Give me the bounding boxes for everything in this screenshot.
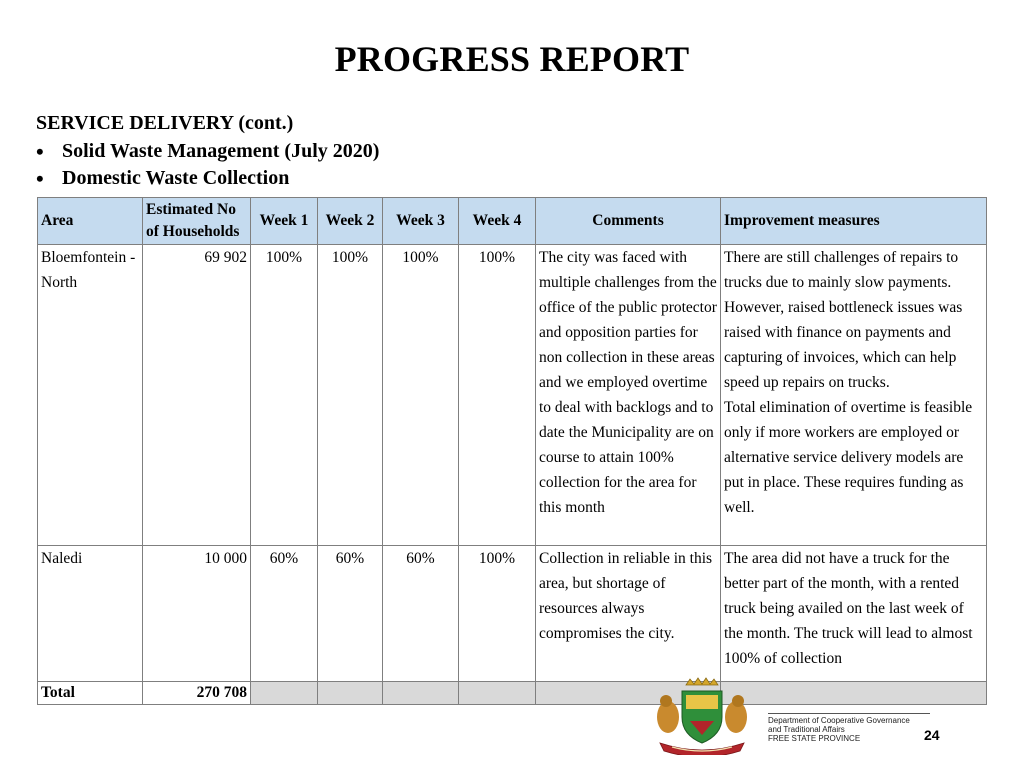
cell-total-label: Total (38, 682, 143, 705)
table-row (38, 245, 987, 546)
header-week3: Week 3 (383, 198, 459, 245)
table-total-row (38, 682, 987, 705)
table-row (38, 546, 987, 682)
cell-area: Naledi (38, 546, 143, 682)
bullet-item: • Solid Waste Management (July 2020) (36, 138, 379, 165)
page-title: PROGRESS REPORT (334, 39, 690, 79)
improvement-paragraph: There are still challenges of repairs to trucks due to mainly slow payments. However, raised bottleneck issues was raised with finance on payments and capturing of invoices, which can help speed up repairs on trucks. (724, 249, 963, 391)
footer-divider (768, 713, 930, 714)
cell-empty (383, 682, 459, 705)
cell-empty (318, 682, 383, 705)
page-number: 24 (924, 727, 940, 743)
cell-week3: 100% (383, 245, 459, 546)
cell-week1: 100% (251, 245, 318, 546)
coat-of-arms-icon (650, 677, 754, 755)
department-line: Department of Cooperative Governance (768, 716, 910, 725)
cell-improvement: The area did not have a truck for the better part of the month, with a rented truck being availed on the last week of the month. The truck will lead to almost 100% of collection (721, 546, 987, 682)
department-line: FREE STATE PROVINCE (768, 734, 861, 743)
cell-improvement (721, 245, 987, 546)
cell-comments: The city was faced with multiple challenges from the office of the public protector and opposition parties for non collection in these areas and we employed overtime to deal with backlogs and to date the Municipality are on course to attain 100% collection for the area for this month (536, 245, 721, 546)
header-households: Estimated No of Households (143, 198, 251, 245)
bullet-item: • Domestic Waste Collection (36, 165, 379, 192)
header-week1: Week 1 (251, 198, 318, 245)
cell-week4: 100% (459, 245, 536, 546)
department-line: and Traditional Affairs (768, 725, 845, 734)
header-week2: Week 2 (318, 198, 383, 245)
cell-week4: 100% (459, 546, 536, 682)
cell-week3: 60% (383, 546, 459, 682)
table-header-row (38, 198, 987, 245)
header-improvement: Improvement measures (721, 198, 987, 245)
department-name (768, 716, 910, 743)
cell-week2: 100% (318, 245, 383, 546)
cell-week2: 60% (318, 546, 383, 682)
cell-empty (251, 682, 318, 705)
cell-empty (459, 682, 536, 705)
cell-households: 69 902 (143, 245, 251, 546)
cell-comments: Collection in reliable in this area, but shortage of resources always compromises the city. (536, 546, 721, 682)
bullet-list (36, 138, 379, 192)
cell-total-households: 270 708 (143, 682, 251, 705)
cell-empty (721, 682, 987, 705)
cell-households: 10 000 (143, 546, 251, 682)
header-week4: Week 4 (459, 198, 536, 245)
progress-table (37, 197, 987, 705)
section-subheading: SERVICE DELIVERY (cont.) (36, 112, 294, 134)
improvement-paragraph: Total elimination of overtime is feasible only if more workers are employed or alternative service delivery models are put in place. These requires funding as well. (724, 399, 973, 516)
header-comments: Comments (536, 198, 721, 245)
header-area: Area (38, 198, 143, 245)
cell-week1: 60% (251, 546, 318, 682)
cell-area: Bloemfontein - North (38, 245, 143, 546)
